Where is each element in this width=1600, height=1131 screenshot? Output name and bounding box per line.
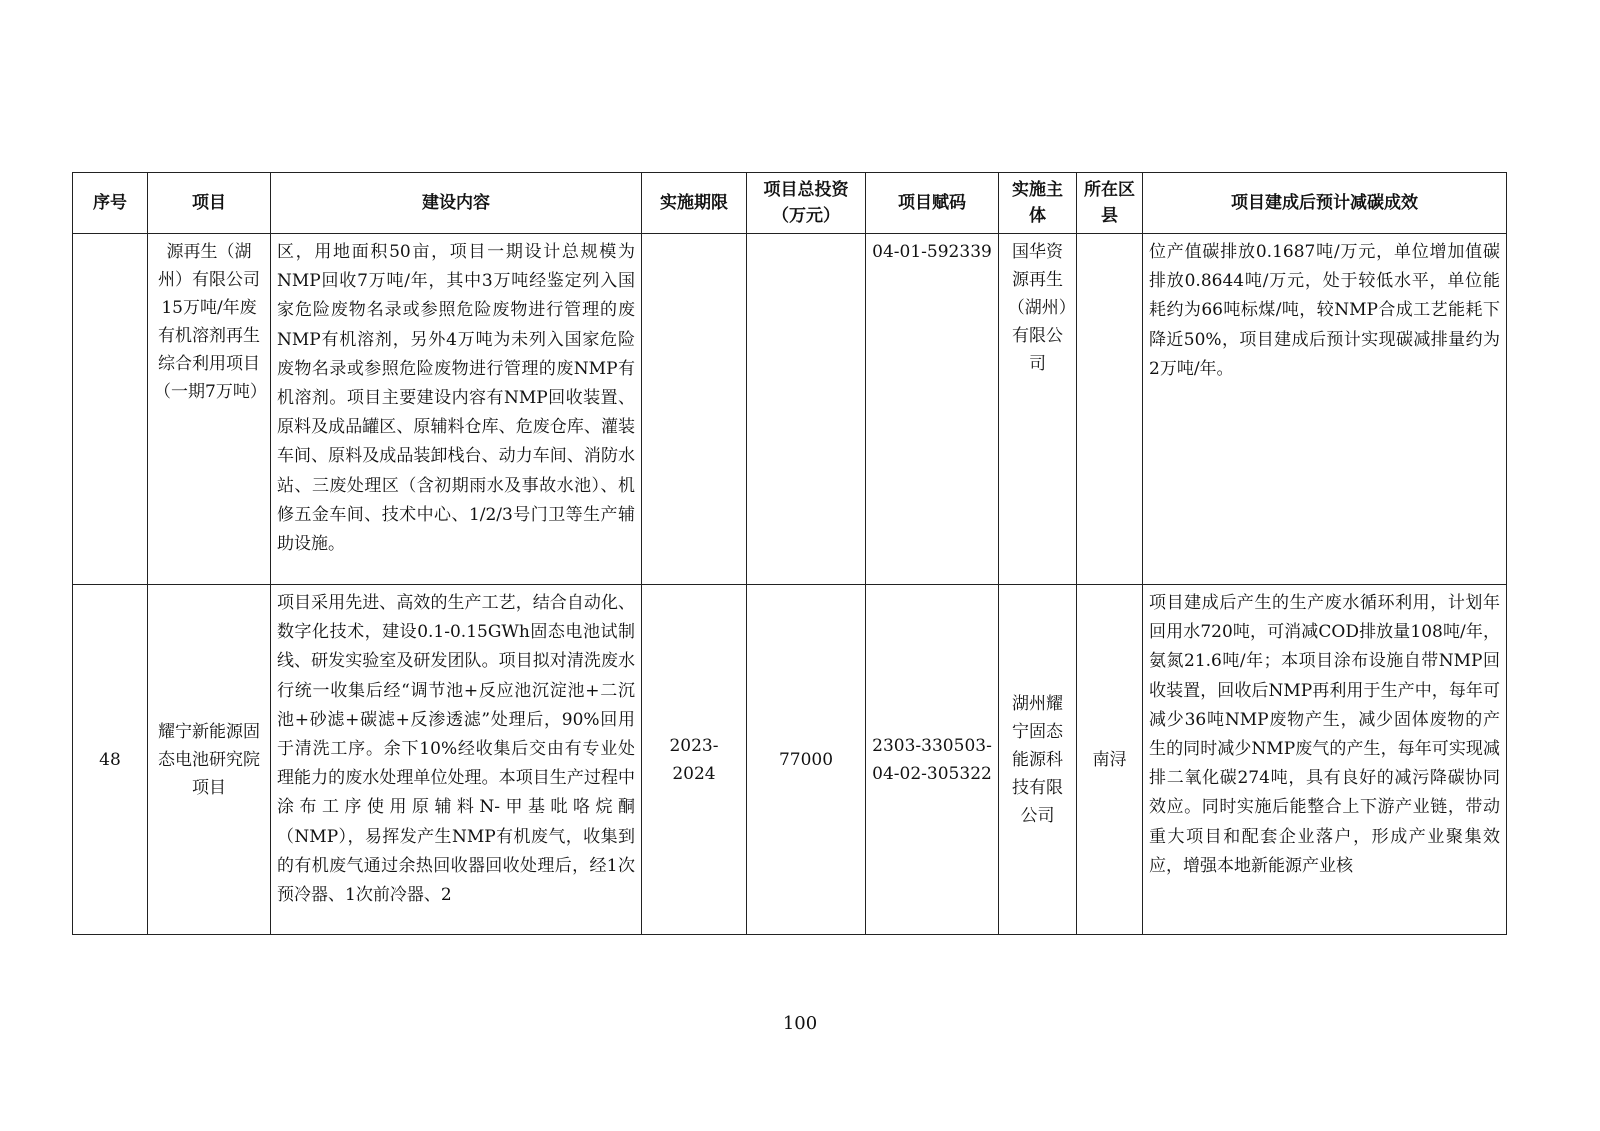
row-index: [73, 234, 148, 585]
header-index: 序号: [73, 173, 148, 234]
header-content: 建设内容: [271, 173, 642, 234]
row-code: 2303-330503-04-02-305322: [866, 585, 999, 935]
row-district: [1077, 234, 1143, 585]
header-code: 项目赋码: [866, 173, 999, 234]
header-district: 所在区县: [1077, 173, 1143, 234]
row-project: 源再生（湖州）有限公司15万吨/年废有机溶剂再生综合利用项目（一期7万吨）: [148, 234, 271, 585]
header-period: 实施期限: [642, 173, 747, 234]
row-effect: 位产值碳排放0.1687吨/万元，单位增加值碳排放0.8644吨/万元，处于较低水平，单位能耗约为66吨标煤/吨，较NMP合成工艺能耗下降近50%，项目建成后预计实现碳减排量约为2万吨/年。: [1143, 234, 1507, 585]
table-header-row: [73, 173, 1507, 234]
project-table: [72, 172, 1507, 935]
header-effect: 项目建成后预计减碳成效: [1143, 173, 1507, 234]
row-content: 区，用地面积50亩，项目一期设计总规模为NMP回收7万吨/年，其中3万吨经鉴定列入国家危险废物名录或参照危险废物进行管理的废NMP有机溶剂，另外4万吨为未列入国家危险废物名录或参照危险废物进行管理的废NMP有机溶剂。项目主要建设内容有NMP回收装置、原料及成品罐区、原辅料仓库、危废仓库、灌装车间、原料及成品装卸栈台、动力车间、消防水站、三废处理区（含初期雨水及事故水池）、机修五金车间、技术中心、1/2/3号门卫等生产辅助设施。: [271, 234, 642, 585]
row-content: 项目采用先进、高效的生产工艺，结合自动化、数字化技术，建设0.1-0.15GWh固态电池试制线、研发实验室及研发团队。项目拟对清洗废水行统一收集后经“调节池+反应池沉淀池+二沉池+砂滤+碳滤+反渗透滤”处理后，90%回用于清洗工序。余下10%经收集后交由有专业处理能力的废水处理单位处理。本项目生产过程中涂布工序使用原辅料N-甲基吡咯烷酮（NMP），易挥发产生NMP有机废气，收集到的有机废气通过余热回收器回收处理后，经1次预冷器、1次前冷器、2: [271, 585, 642, 935]
row-investment: [747, 234, 866, 585]
row-entity: 湖州耀宁固态能源科技有限公司: [999, 585, 1077, 935]
header-entity: 实施主体: [999, 173, 1077, 234]
row-period: [642, 234, 747, 585]
row-investment: 77000: [747, 585, 866, 935]
header-project: 项目: [148, 173, 271, 234]
row-effect: 项目建成后产生的生产废水循环利用，计划年回用水720吨，可消减COD排放量108吨/年，氨氮21.6吨/年；本项目涂布设施自带NMP回收装置，回收后NMP再利用于生产中，每年可减少36吨NMP废物产生，减少固体废物的产生的同时减少NMP废气的产生，每年可实现减排二氧化碳274吨，具有良好的减污降碳协同效应。同时实施后能整合上下游产业链，带动重大项目和配套企业落户，形成产业聚集效应，增强本地新能源产业核: [1143, 585, 1507, 935]
row-period: 2023-2024: [642, 585, 747, 935]
row-index: 48: [73, 585, 148, 935]
header-investment: 项目总投资（万元）: [747, 173, 866, 234]
table-row: [73, 585, 1507, 935]
row-entity: 国华资源再生（湖州）有限公司: [999, 234, 1077, 585]
row-code: 04-01-592339: [866, 234, 999, 585]
page-number: 100: [782, 1013, 818, 1034]
row-project: 耀宁新能源固态电池研究院项目: [148, 585, 271, 935]
table-row: [73, 234, 1507, 585]
row-district: 南浔: [1077, 585, 1143, 935]
